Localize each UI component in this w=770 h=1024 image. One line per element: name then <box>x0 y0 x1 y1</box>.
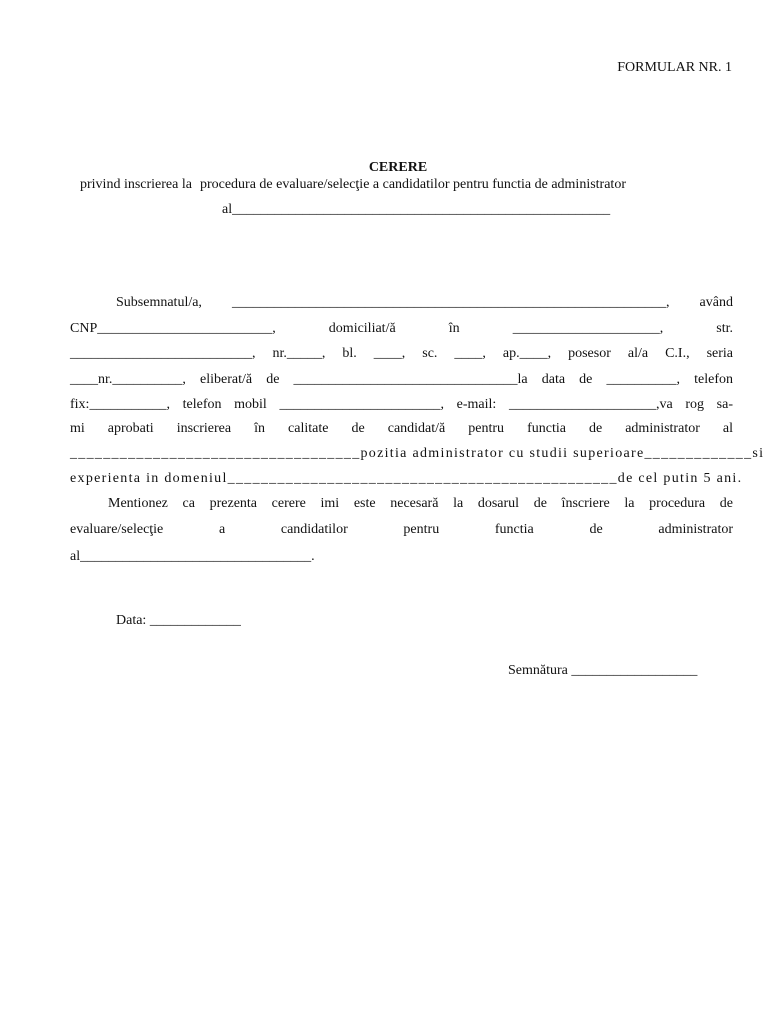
body-line-8: experienta in domeniul_______________________________________________de cel putin 5 ani. <box>70 471 743 486</box>
body-line-1: Subsemnatul/a, ______________________________________________________________, având <box>116 295 733 310</box>
document-title: CERERE <box>368 160 428 175</box>
title-subtitle-line2: al______________________________________________________ <box>222 202 611 217</box>
body-line-2: CNP_________________________, domiciliat/ă în _____________________, str. <box>70 321 733 336</box>
body-line-4: ____nr.__________, eliberat/ă de ________________________________la data de __________, telefon <box>70 372 733 387</box>
subtitle-part-a: privind inscrierea la <box>80 177 192 192</box>
subtitle-part-b: procedura de evaluare/selecţie a candidatilor pentru functia de administrator <box>199 177 626 192</box>
signature-field: Semnătura __________________ <box>508 663 698 678</box>
body-line-11: al_________________________________. <box>70 549 315 564</box>
title-subtitle-line1 <box>80 177 626 193</box>
form-number: FORMULAR NR. 1 <box>617 60 732 75</box>
body-line-9: Mentionez ca prezenta cerere imi este necesară la dosarul de înscriere la procedura de <box>108 496 733 511</box>
body-line-3: __________________________, nr._____, bl. ____, sc. ____, ap.____, posesor al/a C.I., seria <box>70 346 733 361</box>
body-line-7: ___________________________________pozitia administrator cu studii superioare_____________si <box>70 446 765 461</box>
body-line-6: mi aprobati inscrierea în calitate de candidat/ă pentru functia de administrator al <box>70 421 733 436</box>
body-line-5: fix:___________, telefon mobil _______________________, e-mail: _____________________,va rog sa- <box>70 397 733 412</box>
date-field: Data: _____________ <box>116 613 241 628</box>
body-line-10: evaluare/selecţie a candidatilor pentru functia de administrator <box>70 522 733 537</box>
